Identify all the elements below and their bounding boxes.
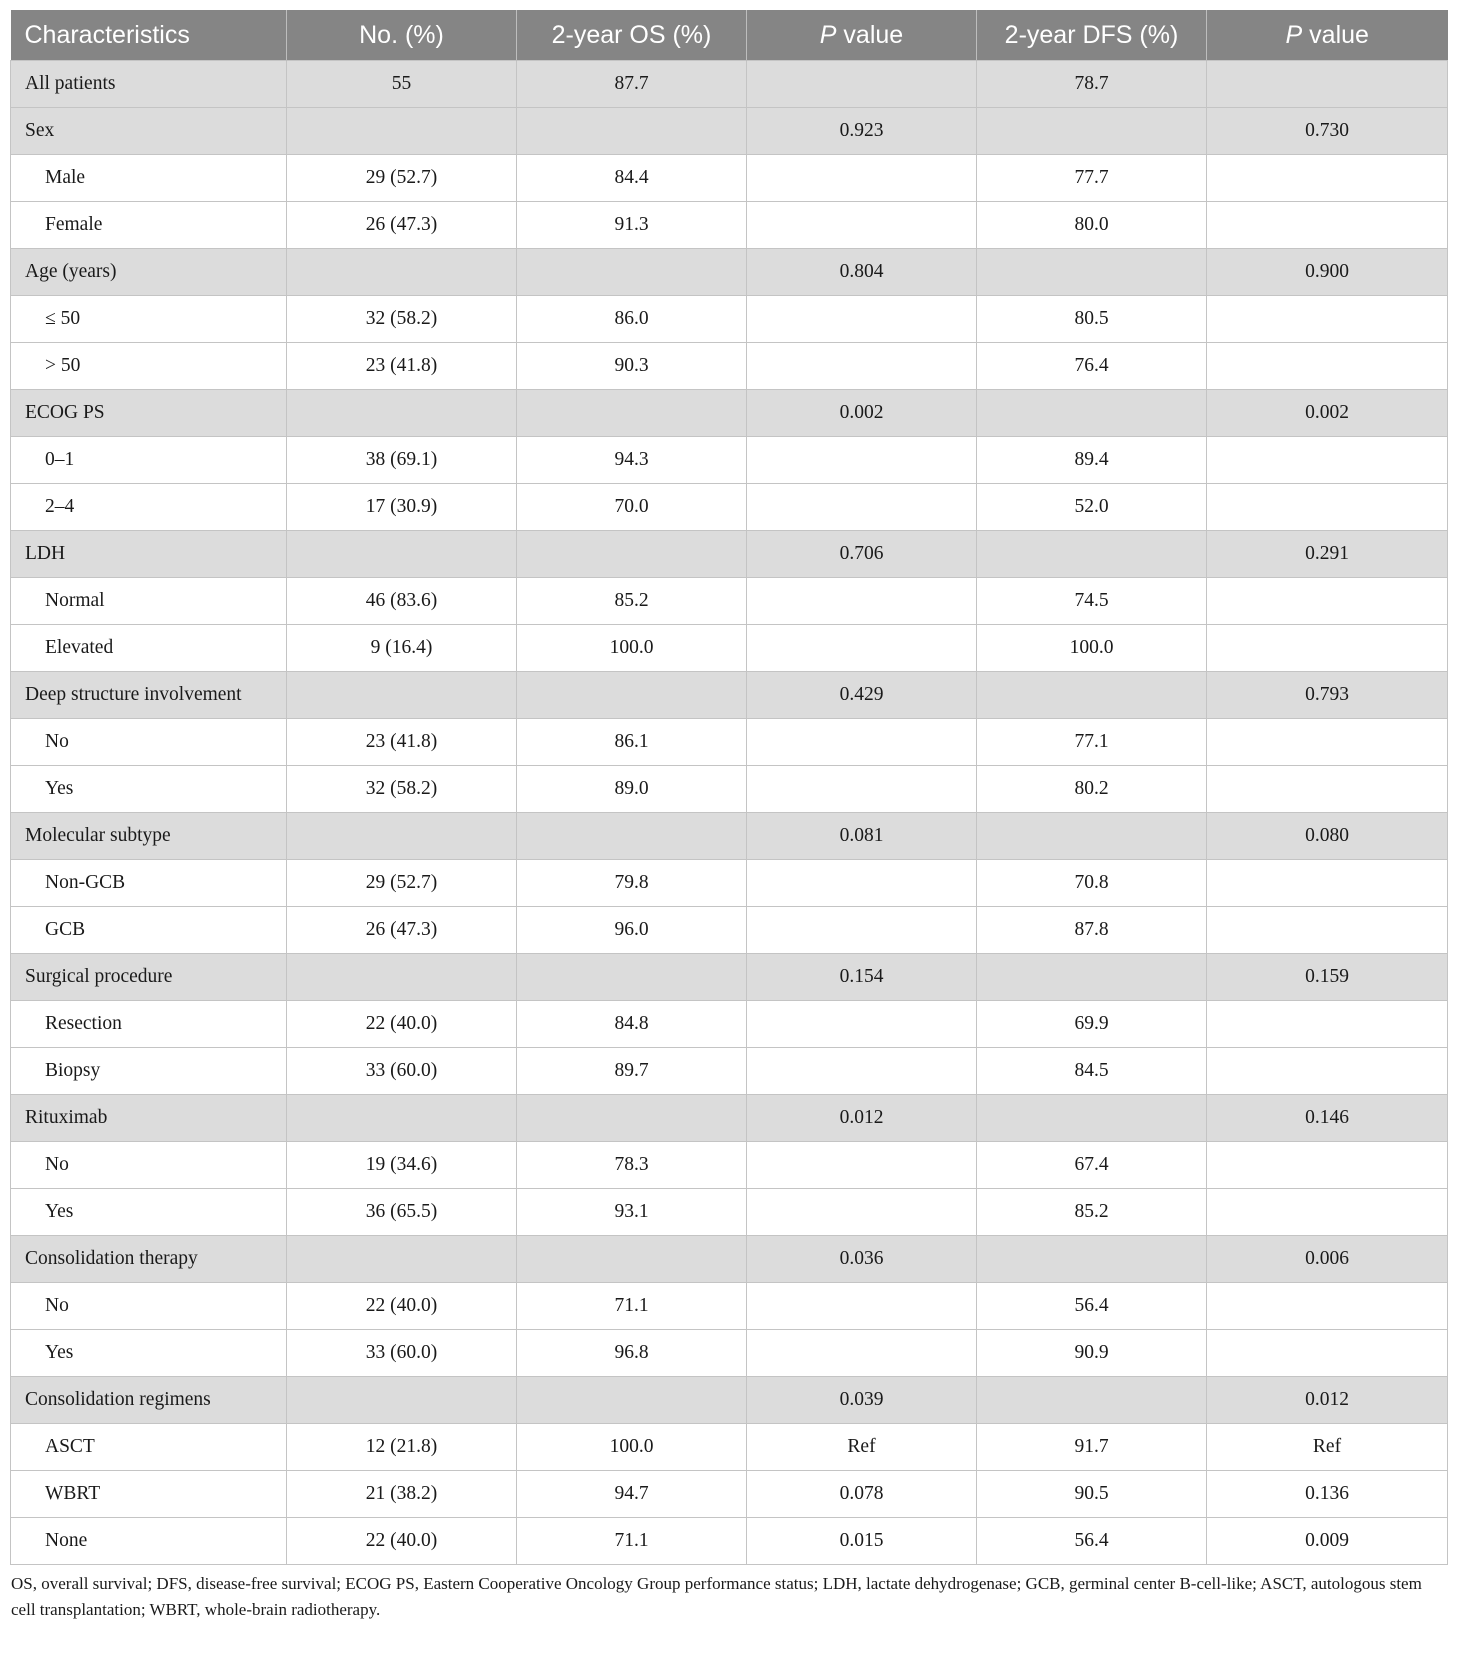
count-cell: [287, 108, 517, 155]
os-cell: 96.8: [517, 1330, 747, 1377]
table-group-row: [11, 249, 1448, 296]
survival-table-container: [10, 10, 1447, 1623]
characteristic-cell: GCB: [11, 907, 287, 954]
count-cell: 22 (40.0): [287, 1001, 517, 1048]
os-p-value-cell: 0.923: [747, 108, 977, 155]
os-p-value-cell: [747, 860, 977, 907]
dfs-p-value-cell: [1207, 202, 1448, 249]
os-cell: [517, 954, 747, 1001]
dfs-p-value-cell: 0.730: [1207, 108, 1448, 155]
count-cell: [287, 672, 517, 719]
os-p-value-cell: 0.012: [747, 1095, 977, 1142]
dfs-p-value-cell: [1207, 1142, 1448, 1189]
characteristic-cell: No: [11, 1283, 287, 1330]
dfs-p-value-cell: [1207, 343, 1448, 390]
count-cell: 12 (21.8): [287, 1424, 517, 1471]
count-cell: 38 (69.1): [287, 437, 517, 484]
os-p-value-cell: 0.036: [747, 1236, 977, 1283]
dfs-p-value-cell: [1207, 766, 1448, 813]
table-group-row: [11, 954, 1448, 1001]
os-cell: 71.1: [517, 1283, 747, 1330]
os-p-value-cell: [747, 1001, 977, 1048]
os-cell: [517, 1095, 747, 1142]
os-p-value-cell: 0.002: [747, 390, 977, 437]
os-p-value-cell: [747, 1330, 977, 1377]
header-2-year-dfs: 2-year DFS (%): [977, 10, 1207, 61]
dfs-cell: 76.4: [977, 343, 1207, 390]
characteristic-cell: Non-GCB: [11, 860, 287, 907]
table-row: [11, 155, 1448, 202]
table-row: [11, 484, 1448, 531]
count-cell: 33 (60.0): [287, 1330, 517, 1377]
dfs-p-value-cell: [1207, 1330, 1448, 1377]
os-cell: [517, 813, 747, 860]
dfs-cell: 52.0: [977, 484, 1207, 531]
table-row: [11, 1001, 1448, 1048]
table-group-row: [11, 813, 1448, 860]
table-row: [11, 719, 1448, 766]
characteristic-cell: Resection: [11, 1001, 287, 1048]
os-p-value-cell: 0.429: [747, 672, 977, 719]
dfs-cell: [977, 1377, 1207, 1424]
dfs-cell: 89.4: [977, 437, 1207, 484]
table-row: [11, 296, 1448, 343]
dfs-cell: 70.8: [977, 860, 1207, 907]
table-row: [11, 766, 1448, 813]
header-characteristics: Characteristics: [11, 10, 287, 61]
count-cell: 22 (40.0): [287, 1283, 517, 1330]
dfs-cell: [977, 813, 1207, 860]
count-cell: [287, 1236, 517, 1283]
os-cell: 96.0: [517, 907, 747, 954]
os-p-value-cell: [747, 155, 977, 202]
table-row: [11, 1471, 1448, 1518]
table-row: [11, 907, 1448, 954]
count-cell: [287, 954, 517, 1001]
dfs-p-value-cell: [1207, 1001, 1448, 1048]
characteristic-cell: Female: [11, 202, 287, 249]
dfs-cell: 84.5: [977, 1048, 1207, 1095]
os-cell: 84.4: [517, 155, 747, 202]
count-cell: [287, 390, 517, 437]
os-p-value-cell: [747, 1283, 977, 1330]
dfs-cell: [977, 954, 1207, 1001]
os-cell: 91.3: [517, 202, 747, 249]
dfs-cell: 85.2: [977, 1189, 1207, 1236]
characteristic-cell: Surgical procedure: [11, 954, 287, 1001]
dfs-p-value-cell: 0.146: [1207, 1095, 1448, 1142]
dfs-cell: 78.7: [977, 61, 1207, 108]
os-p-value-cell: [747, 578, 977, 625]
os-p-value-cell: [747, 766, 977, 813]
os-p-value-cell: 0.081: [747, 813, 977, 860]
count-cell: 36 (65.5): [287, 1189, 517, 1236]
os-cell: 79.8: [517, 860, 747, 907]
characteristic-cell: No: [11, 719, 287, 766]
table-row: [11, 625, 1448, 672]
dfs-p-value-cell: [1207, 1189, 1448, 1236]
header-dfs-p-value: [1207, 10, 1448, 61]
count-cell: 46 (83.6): [287, 578, 517, 625]
dfs-cell: 100.0: [977, 625, 1207, 672]
table-group-row: [11, 390, 1448, 437]
os-p-value-cell: 0.154: [747, 954, 977, 1001]
os-p-value-cell: Ref: [747, 1424, 977, 1471]
survival-analysis-table: [10, 10, 1448, 1565]
table-group-row: [11, 1095, 1448, 1142]
dfs-cell: [977, 672, 1207, 719]
os-cell: 100.0: [517, 625, 747, 672]
dfs-p-value-cell: 0.080: [1207, 813, 1448, 860]
os-p-value-cell: [747, 1142, 977, 1189]
header-p-italic: P: [1285, 20, 1303, 49]
table-footnote: OS, overall survival; DFS, disease-free survival; ECOG PS, Eastern Cooperative Oncology Group performance status; LDH, lactate dehydrogenase; GCB, germinal center B-cell-like; ASCT, autologous stem cell transplantation; WBRT, whole-brain radiotherapy.: [11, 1574, 1422, 1619]
characteristic-cell: 0–1: [11, 437, 287, 484]
os-p-value-cell: [747, 202, 977, 249]
os-cell: 87.7: [517, 61, 747, 108]
dfs-cell: 80.2: [977, 766, 1207, 813]
dfs-cell: 69.9: [977, 1001, 1207, 1048]
dfs-p-value-cell: [1207, 907, 1448, 954]
characteristic-cell: Rituximab: [11, 1095, 287, 1142]
dfs-p-value-cell: [1207, 155, 1448, 202]
os-cell: 85.2: [517, 578, 747, 625]
header-p-value-text: value: [1302, 20, 1369, 49]
dfs-p-value-cell: [1207, 61, 1448, 108]
table-group-row: [11, 1236, 1448, 1283]
characteristic-cell: ECOG PS: [11, 390, 287, 437]
os-cell: 86.1: [517, 719, 747, 766]
characteristic-cell: Normal: [11, 578, 287, 625]
dfs-p-value-cell: [1207, 1048, 1448, 1095]
count-cell: [287, 1377, 517, 1424]
dfs-p-value-cell: [1207, 860, 1448, 907]
count-cell: 26 (47.3): [287, 202, 517, 249]
table-row: [11, 1142, 1448, 1189]
characteristic-cell: Age (years): [11, 249, 287, 296]
table-group-row: [11, 672, 1448, 719]
dfs-cell: 90.9: [977, 1330, 1207, 1377]
dfs-p-value-cell: 0.006: [1207, 1236, 1448, 1283]
os-cell: 71.1: [517, 1518, 747, 1565]
dfs-p-value-cell: 0.793: [1207, 672, 1448, 719]
os-p-value-cell: 0.706: [747, 531, 977, 578]
characteristic-cell: LDH: [11, 531, 287, 578]
characteristic-cell: ASCT: [11, 1424, 287, 1471]
dfs-cell: [977, 390, 1207, 437]
characteristic-cell: Sex: [11, 108, 287, 155]
count-cell: 19 (34.6): [287, 1142, 517, 1189]
count-cell: [287, 249, 517, 296]
os-p-value-cell: [747, 296, 977, 343]
dfs-cell: 56.4: [977, 1283, 1207, 1330]
characteristic-cell: Yes: [11, 1330, 287, 1377]
os-p-value-cell: [747, 1189, 977, 1236]
dfs-p-value-cell: [1207, 1283, 1448, 1330]
characteristic-cell: Male: [11, 155, 287, 202]
characteristic-cell: Yes: [11, 766, 287, 813]
dfs-cell: 74.5: [977, 578, 1207, 625]
count-cell: 9 (16.4): [287, 625, 517, 672]
dfs-cell: [977, 108, 1207, 155]
table-row: [11, 343, 1448, 390]
header-number-percent: No. (%): [287, 10, 517, 61]
dfs-cell: [977, 531, 1207, 578]
os-p-value-cell: 0.078: [747, 1471, 977, 1518]
os-cell: [517, 1236, 747, 1283]
dfs-cell: 77.1: [977, 719, 1207, 766]
os-p-value-cell: [747, 625, 977, 672]
os-cell: 70.0: [517, 484, 747, 531]
os-cell: 90.3: [517, 343, 747, 390]
header-p-value-text: value: [836, 20, 904, 49]
header-2-year-os: 2-year OS (%): [517, 10, 747, 61]
count-cell: 33 (60.0): [287, 1048, 517, 1095]
table-header-row: [11, 10, 1448, 61]
characteristic-cell: Consolidation regimens: [11, 1377, 287, 1424]
count-cell: [287, 531, 517, 578]
dfs-cell: 91.7: [977, 1424, 1207, 1471]
os-cell: 84.8: [517, 1001, 747, 1048]
os-cell: [517, 390, 747, 437]
count-cell: 29 (52.7): [287, 155, 517, 202]
count-cell: 26 (47.3): [287, 907, 517, 954]
count-cell: 23 (41.8): [287, 343, 517, 390]
dfs-cell: 77.7: [977, 155, 1207, 202]
characteristic-cell: WBRT: [11, 1471, 287, 1518]
dfs-p-value-cell: [1207, 296, 1448, 343]
os-cell: [517, 531, 747, 578]
dfs-cell: 90.5: [977, 1471, 1207, 1518]
os-p-value-cell: [747, 1048, 977, 1095]
count-cell: [287, 1095, 517, 1142]
table-group-row: [11, 531, 1448, 578]
dfs-p-value-cell: [1207, 625, 1448, 672]
dfs-p-value-cell: 0.002: [1207, 390, 1448, 437]
count-cell: 32 (58.2): [287, 766, 517, 813]
dfs-cell: [977, 1095, 1207, 1142]
os-p-value-cell: 0.015: [747, 1518, 977, 1565]
table-row: [11, 1189, 1448, 1236]
count-cell: 17 (30.9): [287, 484, 517, 531]
dfs-p-value-cell: [1207, 719, 1448, 766]
characteristic-cell: Consolidation therapy: [11, 1236, 287, 1283]
dfs-cell: 87.8: [977, 907, 1207, 954]
dfs-cell: 80.0: [977, 202, 1207, 249]
count-cell: 22 (40.0): [287, 1518, 517, 1565]
characteristic-cell: Deep structure involvement: [11, 672, 287, 719]
characteristic-cell: All patients: [11, 61, 287, 108]
characteristic-cell: Biopsy: [11, 1048, 287, 1095]
characteristic-cell: None: [11, 1518, 287, 1565]
os-cell: 89.0: [517, 766, 747, 813]
os-p-value-cell: [747, 437, 977, 484]
table-row: [11, 1424, 1448, 1471]
os-p-value-cell: [747, 719, 977, 766]
dfs-cell: 56.4: [977, 1518, 1207, 1565]
dfs-cell: 67.4: [977, 1142, 1207, 1189]
dfs-p-value-cell: [1207, 484, 1448, 531]
os-p-value-cell: [747, 484, 977, 531]
header-p-italic: P: [819, 20, 837, 49]
os-cell: 100.0: [517, 1424, 747, 1471]
dfs-p-value-cell: 0.900: [1207, 249, 1448, 296]
characteristic-cell: 2–4: [11, 484, 287, 531]
os-cell: [517, 108, 747, 155]
os-p-value-cell: [747, 907, 977, 954]
dfs-cell: 80.5: [977, 296, 1207, 343]
count-cell: [287, 813, 517, 860]
dfs-p-value-cell: 0.159: [1207, 954, 1448, 1001]
os-cell: 94.7: [517, 1471, 747, 1518]
dfs-cell: [977, 1236, 1207, 1283]
table-group-row: [11, 1377, 1448, 1424]
os-cell: [517, 249, 747, 296]
characteristic-cell: Elevated: [11, 625, 287, 672]
os-cell: [517, 672, 747, 719]
characteristic-cell: ≤ 50: [11, 296, 287, 343]
count-cell: 32 (58.2): [287, 296, 517, 343]
characteristic-cell: > 50: [11, 343, 287, 390]
table-body: [11, 61, 1448, 1565]
table-row: [11, 437, 1448, 484]
dfs-p-value-cell: [1207, 578, 1448, 625]
os-cell: [517, 1377, 747, 1424]
dfs-cell: [977, 249, 1207, 296]
os-cell: 89.7: [517, 1048, 747, 1095]
os-cell: 78.3: [517, 1142, 747, 1189]
os-p-value-cell: 0.039: [747, 1377, 977, 1424]
characteristic-cell: Molecular subtype: [11, 813, 287, 860]
table-row: [11, 1048, 1448, 1095]
header-os-p-value: [747, 10, 977, 61]
os-p-value-cell: [747, 61, 977, 108]
os-cell: 94.3: [517, 437, 747, 484]
os-p-value-cell: 0.804: [747, 249, 977, 296]
dfs-p-value-cell: 0.136: [1207, 1471, 1448, 1518]
characteristic-cell: Yes: [11, 1189, 287, 1236]
count-cell: 23 (41.8): [287, 719, 517, 766]
table-row: [11, 202, 1448, 249]
os-cell: 86.0: [517, 296, 747, 343]
dfs-p-value-cell: 0.009: [1207, 1518, 1448, 1565]
table-row: [11, 860, 1448, 907]
count-cell: 21 (38.2): [287, 1471, 517, 1518]
table-row: [11, 578, 1448, 625]
dfs-p-value-cell: [1207, 437, 1448, 484]
dfs-p-value-cell: Ref: [1207, 1424, 1448, 1471]
count-cell: 55: [287, 61, 517, 108]
table-row: [11, 1283, 1448, 1330]
table-row: [11, 1518, 1448, 1565]
table-row: [11, 1330, 1448, 1377]
table-group-row: [11, 61, 1448, 108]
dfs-p-value-cell: 0.012: [1207, 1377, 1448, 1424]
dfs-p-value-cell: 0.291: [1207, 531, 1448, 578]
table-group-row: [11, 108, 1448, 155]
os-cell: 93.1: [517, 1189, 747, 1236]
count-cell: 29 (52.7): [287, 860, 517, 907]
os-p-value-cell: [747, 343, 977, 390]
characteristic-cell: No: [11, 1142, 287, 1189]
